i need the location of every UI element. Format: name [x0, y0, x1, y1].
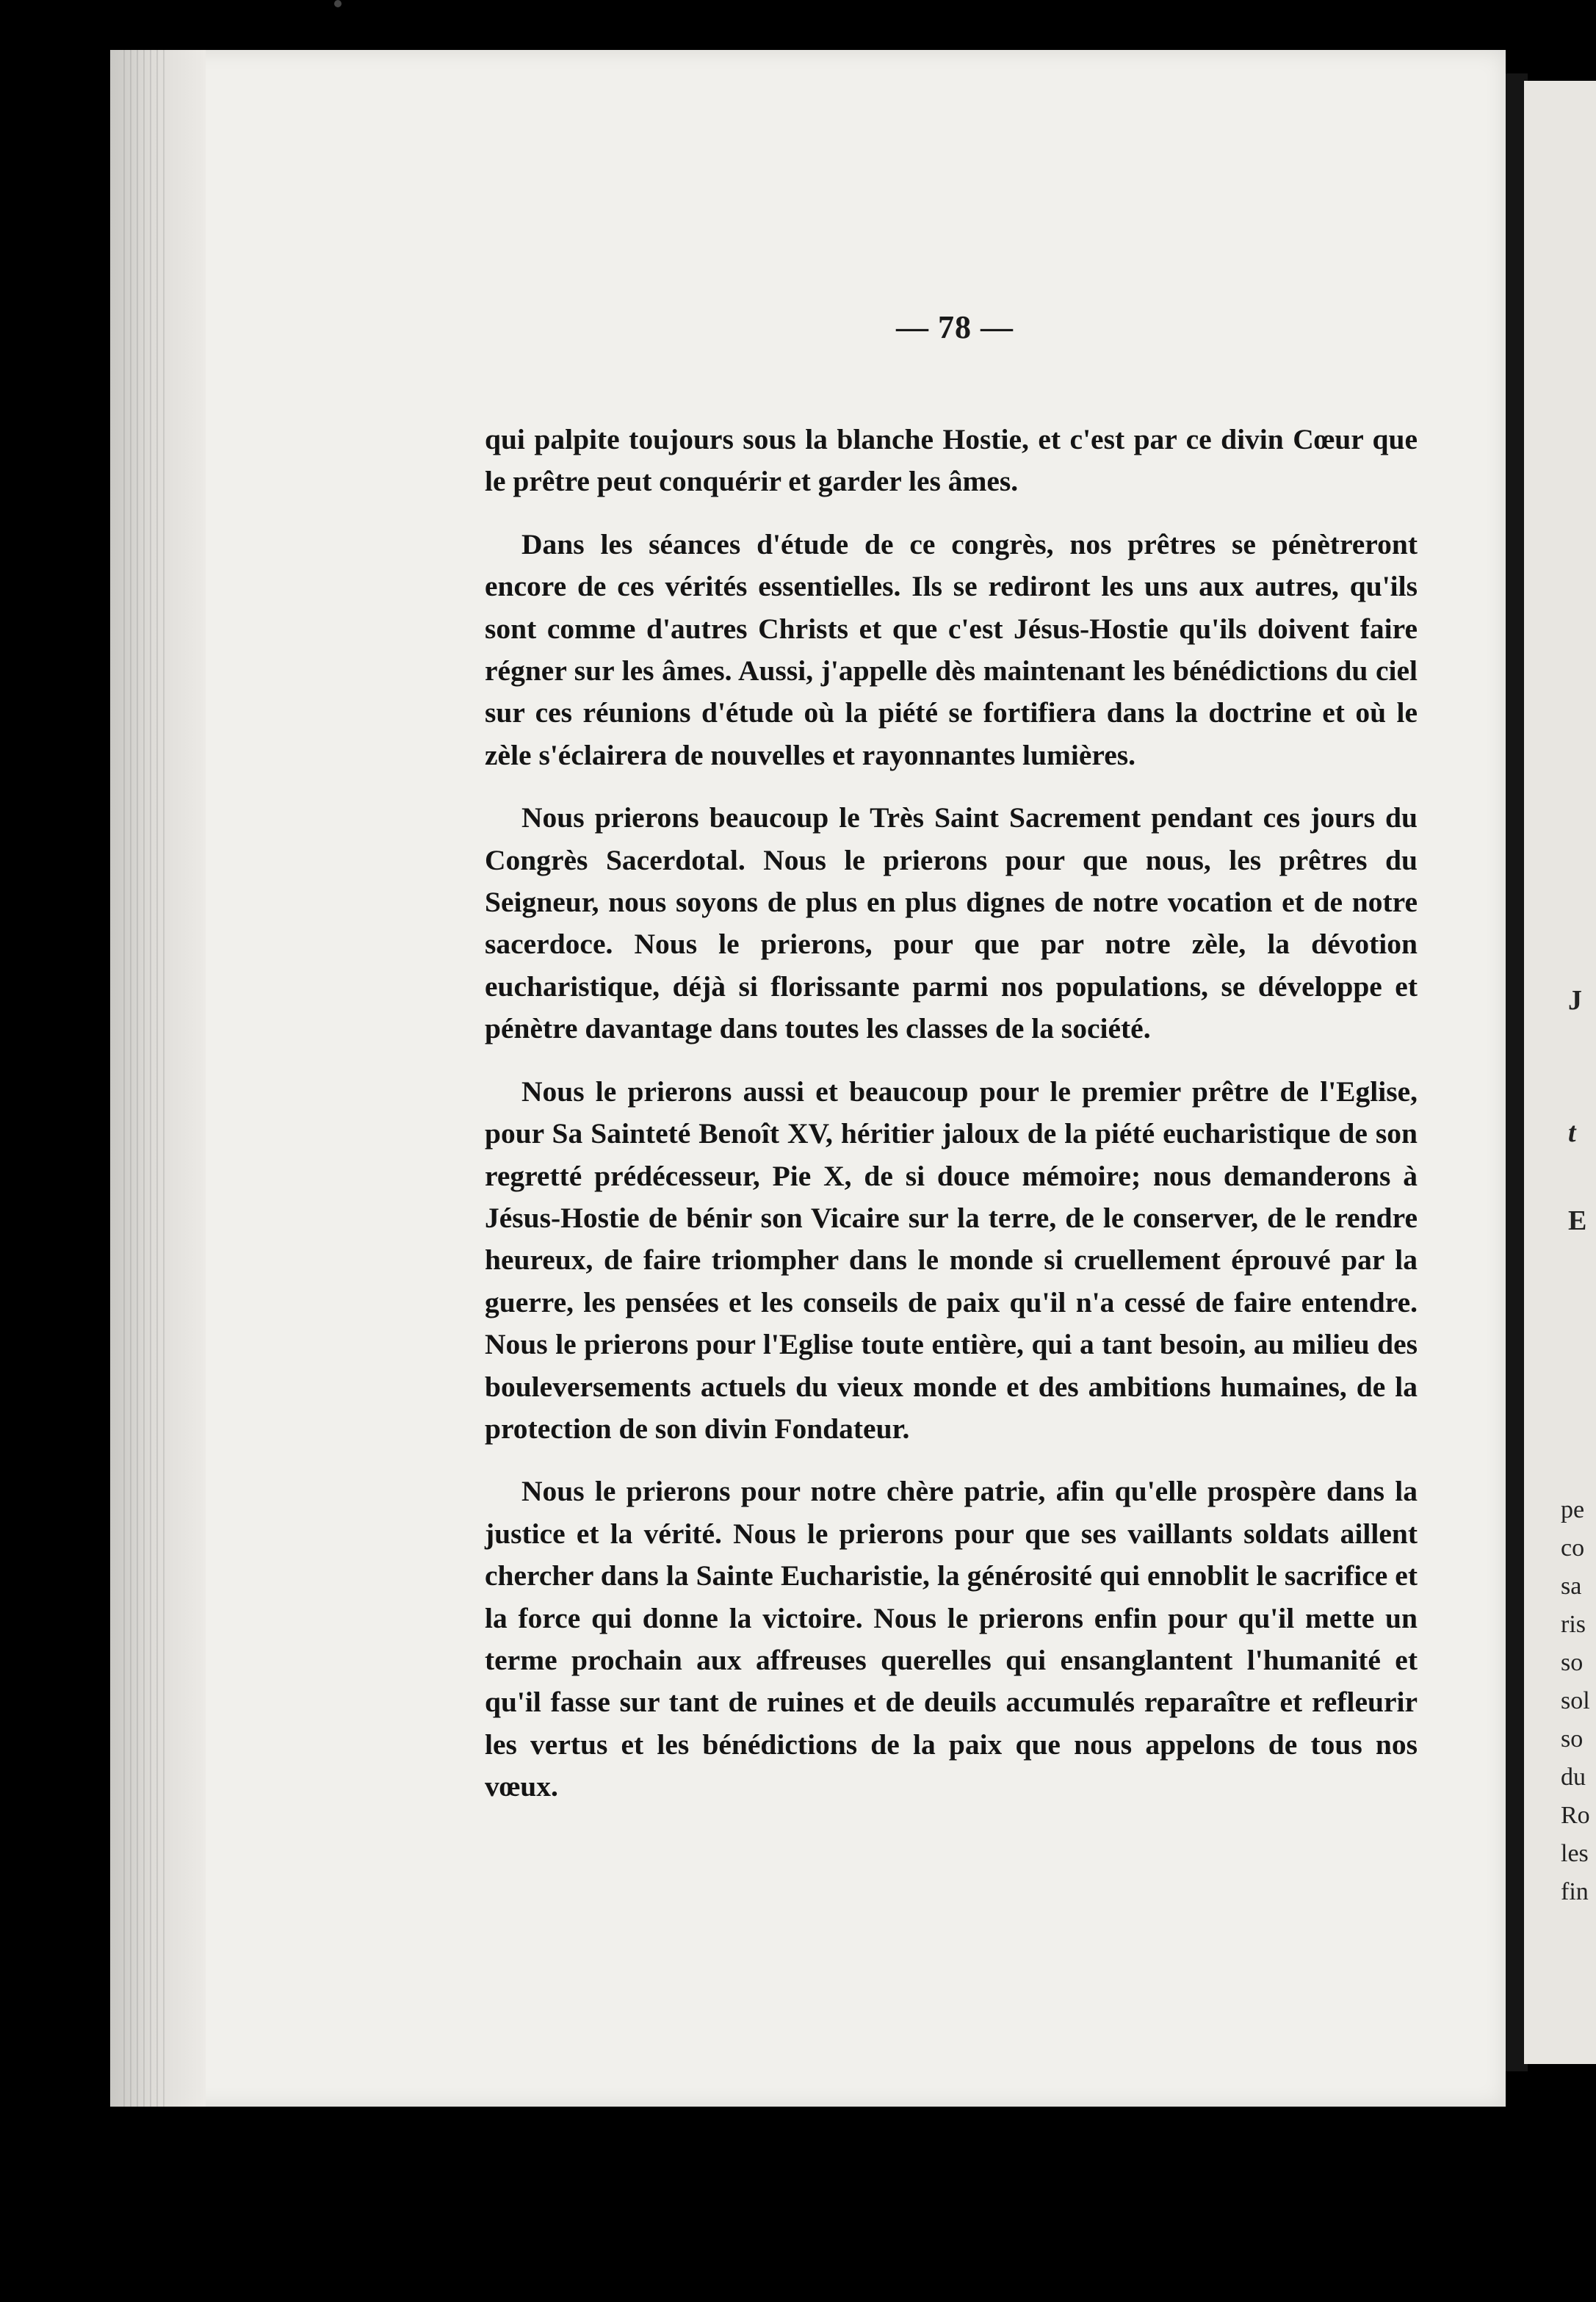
facing-fragment: Ro — [1561, 1802, 1590, 1829]
page-number: — 78 — — [896, 309, 1014, 345]
facing-page-letter: t — [1568, 1117, 1576, 1148]
facing-fragment: les — [1561, 1840, 1589, 1867]
facing-fragment: co — [1561, 1534, 1585, 1562]
paragraph: Nous prierons beaucoup le Très Saint Sacrement pendant ces jours du Congrès Sacerdotal. Nous le prierons pour que nous, les prêtres du Seigneur, nous soyons de plus en plus dignes de notre vocation et de notre sacerdoce. Nous le prierons, pour que par notre zèle, la dévotion eucharistique, déjà si florissante parmi nos populations, se développe et pénètre davantage dans toutes les classes de la société. — [485, 801, 1418, 1045]
binding-gutter — [110, 50, 206, 2107]
scan-speck — [334, 0, 342, 7]
paragraph: qui palpite toujours sous la blanche Hostie, et c'est par ce divin Cœur que le prêtre peut conquérir et garder les âmes. — [485, 423, 1418, 498]
facing-fragment: du — [1561, 1764, 1586, 1791]
facing-fragment: fin — [1561, 1878, 1589, 1905]
facing-fragment: sol — [1561, 1687, 1590, 1714]
facing-fragment: sa — [1561, 1573, 1582, 1600]
paragraph: Dans les séances d'étude de ce congrès, nos prêtres se pénètreront encore de ces vérités essentielles. Ils se rediront les uns aux autres, qu'ils sont comme d'autres Christs et que c'est Jésus-Hostie qu'ils doivent faire régner sur les âmes. Aussi, j'appelle dès maintenant les bénédictions du ciel sur ces réunions d'étude où la piété se fortifiera dans la doctrine et où le zèle s'éclairera de nouvelles et rayonnantes lumières. — [485, 527, 1418, 771]
gutter-texture — [123, 50, 167, 2107]
facing-fragment: so — [1561, 1725, 1584, 1753]
facing-page-letter: E — [1568, 1205, 1587, 1236]
facing-page-letter: J — [1568, 985, 1582, 1016]
page-body — [485, 419, 1418, 1829]
facing-page-fragments — [1561, 1491, 1596, 1911]
paragraph: Nous le prierons aussi et beaucoup pour le premier prêtre de l'Eglise, pour Sa Sainteté Benoît XV, héritier jaloux de la piété eucharistique de son regretté prédécesseur, Pie X, de si douce mémoire; nous demanderons à Jésus-Hostie de bénir son Vicaire sur la terre, de le conserver, de le rendre heureux, de faire triompher dans le monde si cruellement éprouvé par la guerre, les pensées et les conseils de paix qu'il n'a cessé de faire entendre. Nous le prierons pour l'Eglise toute entière, qui a tant besoin, au milieu des bouleversements actuels du vieux monde et des ambitions humaines, de la protection de son divin Fondateur. — [485, 1075, 1418, 1445]
facing-fragment: so — [1561, 1649, 1584, 1676]
facing-fragment: ris — [1561, 1611, 1586, 1638]
paragraph: Nous le prierons pour notre chère patrie, afin qu'elle prospère dans la justice et la vérité. Nous le prierons pour que ses vaillants soldats aillent chercher dans la Sainte Eucharistie, la générosité qui ennoblit le sacrifice et la force qui donne la victoire. Nous le prierons enfin pour qu'il mette un terme prochain aux affreuses querelles qui ensanglantent l'humanité et qu'il fasse sur tant de ruines et de deuils accumulés reparaître et refleurir les vertus et les bénédictions de la paix que nous appelons de tous nos vœux. — [485, 1475, 1418, 1803]
facing-fragment: pe — [1561, 1496, 1585, 1523]
